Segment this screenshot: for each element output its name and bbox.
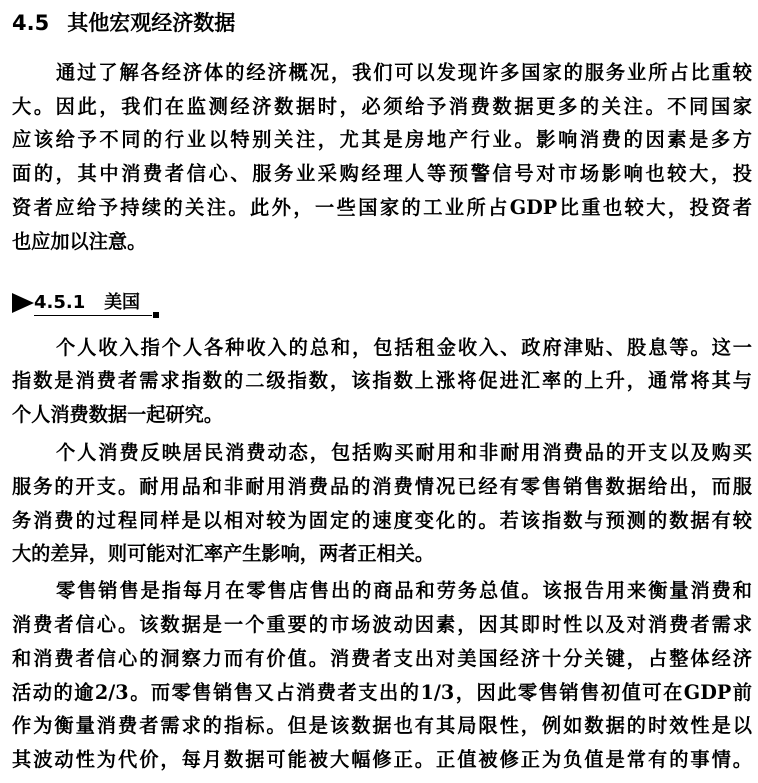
text-line: 指数是消费者需求指数的二级指数，该指数上涨将促进汇率的上升，通常将其与 xyxy=(12,369,752,392)
section-title: 其他宏观经济数据 xyxy=(67,11,236,35)
text-line: 消费者信心。该数据是一个重要的市场波动因素，因其即时性以及对消费者需求 xyxy=(12,613,752,636)
subsection-heading xyxy=(12,289,182,319)
text-line: 资者应给予持续的关注。此外，一些国家的工业所占GDP比重也较大，投资者 xyxy=(12,196,752,219)
heading-underline xyxy=(34,315,152,316)
text-line: 其波动性为代价，每月数据可能被大幅修正。正值被修正为负值是常有的事情。 xyxy=(12,748,752,771)
text-line: 零售销售是指每月在零售店售出的商品和劳务总值。该报告用来衡量消费和 xyxy=(56,579,752,602)
subsection-number: 4.5.1 xyxy=(34,292,86,313)
subsection-label xyxy=(34,289,140,317)
text-line: 个人消费反映居民消费动态，包括购买耐用和非耐用消费品的开支以及购买 xyxy=(56,441,752,464)
section-number: 4.5 xyxy=(12,11,50,35)
triangle-bullet-icon xyxy=(12,293,34,313)
text-line: 服务的开支。耐用品和非耐用消费品的消费情况已经有零售销售数据给出，而服 xyxy=(12,475,752,498)
text-line: 务消费的过程同样是以相对较为固定的速度变化的。若该指数与预测的数据有较 xyxy=(12,509,752,532)
text-line: 也应加以注意。 xyxy=(12,230,147,253)
square-end-marker-icon xyxy=(153,312,159,318)
text-line: 通过了解各经济体的经济概况，我们可以发现许多国家的服务业所占比重较 xyxy=(56,61,752,84)
text-line: 大。因此，我们在监测经济数据时，必须给予消费数据更多的关注。不同国家 xyxy=(12,95,752,118)
text-line: 个人消费数据一起研究。 xyxy=(12,403,224,426)
subsection-title: 美国 xyxy=(104,292,141,313)
text-line: 应该给予不同的行业以特别关注，尤其是房地产行业。影响消费的因素是多方 xyxy=(12,128,752,151)
text-line: 大的差异，则可能对汇率产生影响，两者正相关。 xyxy=(12,542,435,565)
text-line: 个人收入指个人各种收入的总和，包括租金收入、政府津贴、股息等。这一 xyxy=(56,336,752,359)
text-line: 和消费者信心的洞察力而有价值。消费者支出对美国经济十分关键，占整体经济 xyxy=(12,647,752,670)
text-line: 作为衡量消费者需求的指标。但是该数据也有其局限性，例如数据的时效性是以 xyxy=(12,714,752,737)
section-heading xyxy=(12,8,235,38)
text-line: 活动的逾2/3。而零售销售又占消费者支出的1/3，因此零售销售初值可在GDP前 xyxy=(12,681,752,704)
text-line: 面的，其中消费者信心、服务业采购经理人等预警信号对市场影响也较大，投 xyxy=(12,162,752,185)
